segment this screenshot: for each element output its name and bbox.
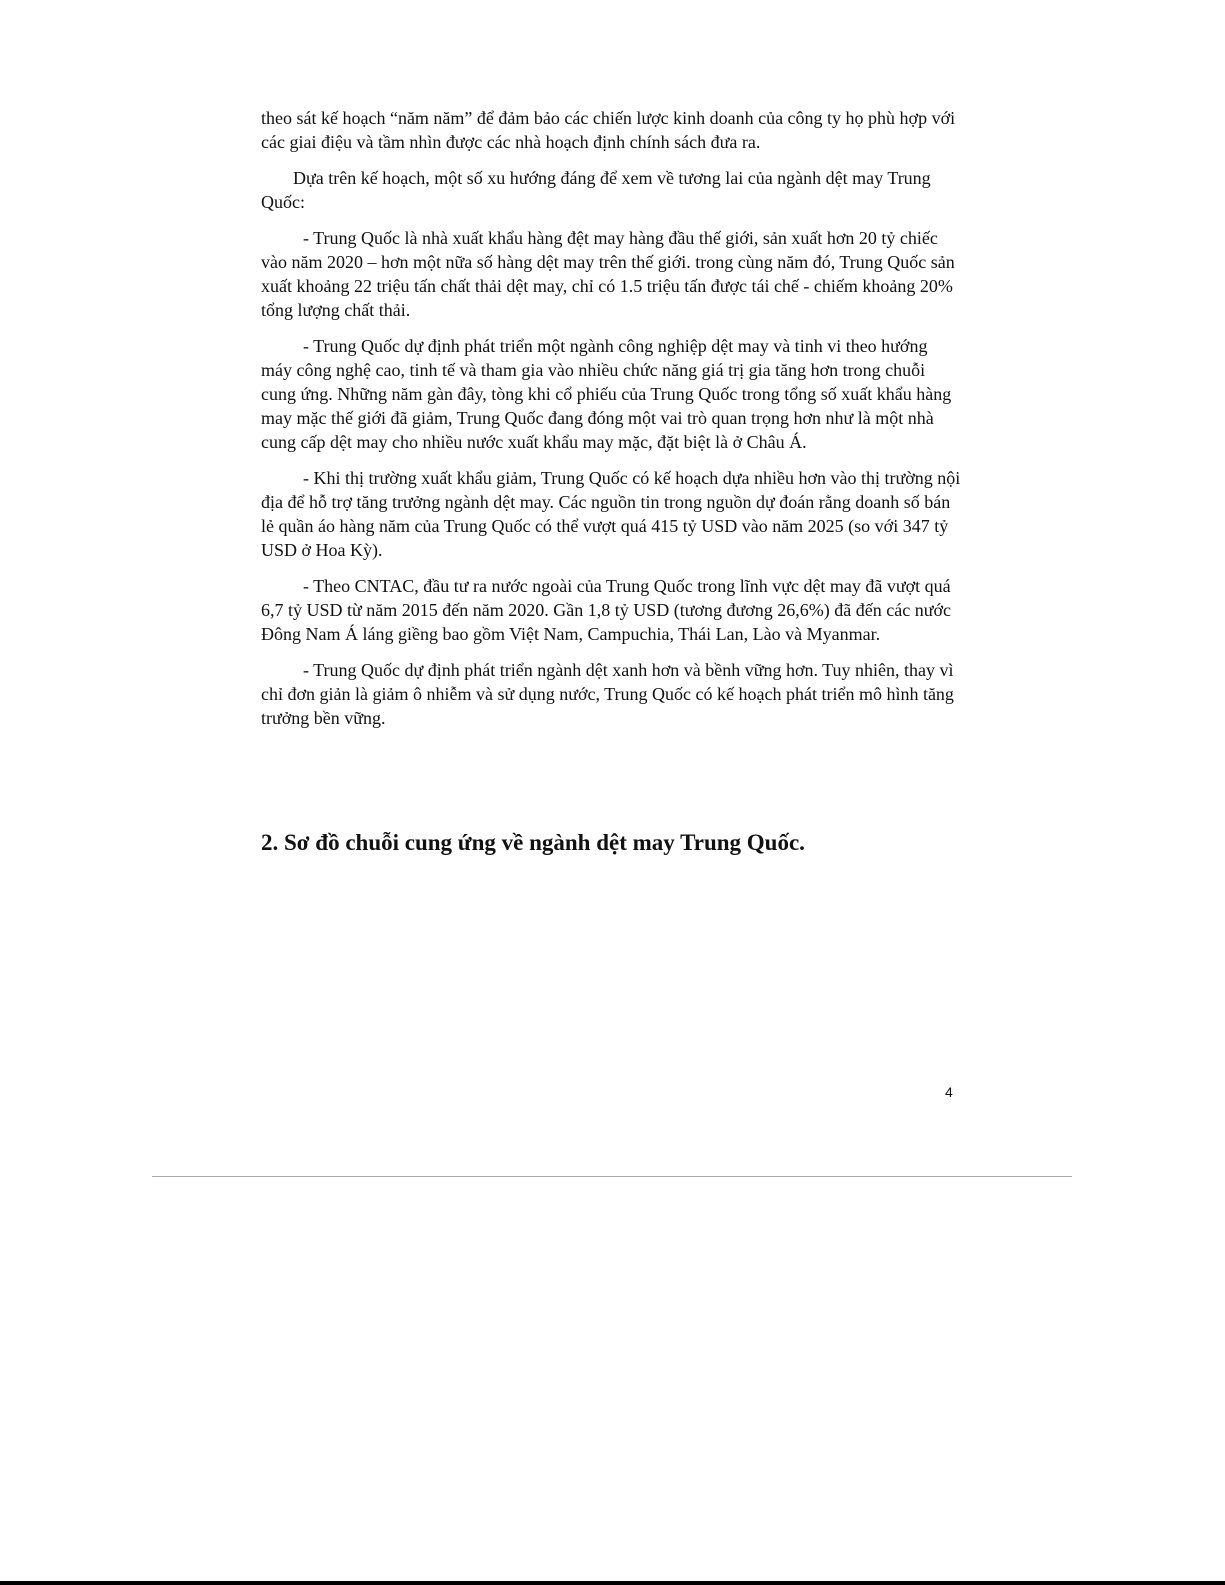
paragraph-bullet-sustainability: - Trung Quốc dự định phát triển ngành dệt xanh hơn và bềnh vững hơn. Tuy nhiên, thay vì chỉ đơn giản là giảm ô nhiễm và sử dụng nước, Trung Quốc có kế hoạch phát triển mô hình tăng trưởng bền vững. (261, 660, 954, 728)
paragraph-bullet-domestic-market: - Khi thị trường xuất khẩu giảm, Trung Quốc có kế hoạch dựa nhiều hơn vào thị trường nội địa để hỗ trợ tăng trưởng ngành dệt may. Các nguồn tin trong nguồn dự đoán rằng doanh số bán lẻ quần áo hàng năm của Trung Quốc có thể vượt quá 415 tỷ USD vào năm 2025 (so với 347 tỷ USD ở Hoa Kỳ). (261, 468, 961, 560)
page-divider (152, 1176, 1072, 1177)
page-number: 4 (945, 1084, 953, 1100)
page-bottom-edge (0, 1581, 1225, 1585)
paragraph-intro-trends: Dựa trên kế hoạch, một số xu hướng đáng để xem về tương lai của ngành dệt may Trung Quốc: (261, 168, 931, 212)
paragraph-bullet-overseas-investment: - Theo CNTAC, đầu tư ra nước ngoài của Trung Quốc trong lĩnh vực dệt may đã vượt quá 6,7 tỷ USD từ năm 2015 đến năm 2020. Gần 1,8 tỷ USD (tương đương 26,6%) đã đến các nước Đông Nam Á láng giềng bao gồm Việt Nam, Campuchia, Thái Lan, Lào và Myanmar. (261, 576, 951, 644)
body-text (261, 106, 961, 742)
paragraph-continuation: theo sát kế hoạch “năm năm” để đảm bảo các chiến lược kinh doanh của công ty họ phù hợp với các giai điệu và tầm nhìn được các nhà hoạch định chính sách đưa ra. (261, 108, 956, 152)
section-heading: 2. Sơ đồ chuỗi cung ứng về ngành dệt may Trung Quốc. (261, 830, 805, 855)
paragraph-bullet-high-tech: - Trung Quốc dự định phát triển một ngành công nghiệp dệt may và tinh vi theo hướng máy công nghệ cao, tinh tế và tham gia vào nhiều chức năng giá trị gia tăng hơn trong chuỗi cung ứng. Những năm gàn đây, tòng khi cổ phiếu của Trung Quốc trong tổng số xuất khẩu hàng may mặc thế giới đã giảm, Trung Quốc đang đóng một vai trò quan trọng hơn như là một nhà cung cấp dệt may cho nhiều nước xuất khẩu may mặc, đặt biệt là ở Châu Á. (261, 336, 952, 452)
paragraph-bullet-export-leader: - Trung Quốc là nhà xuất khẩu hàng đệt may hàng đầu thế giới, sản xuất hơn 20 tỷ chiếc vào năm 2020 – hơn một nữa số hàng dệt may trên thế giới. trong cùng năm đó, Trung Quốc sản xuất khoảng 22 triệu tấn chất thải dệt may, chỉ có 1.5 triệu tấn được tái chế - chiếm khoảng 20% tổng lượng chất thải. (261, 228, 955, 320)
